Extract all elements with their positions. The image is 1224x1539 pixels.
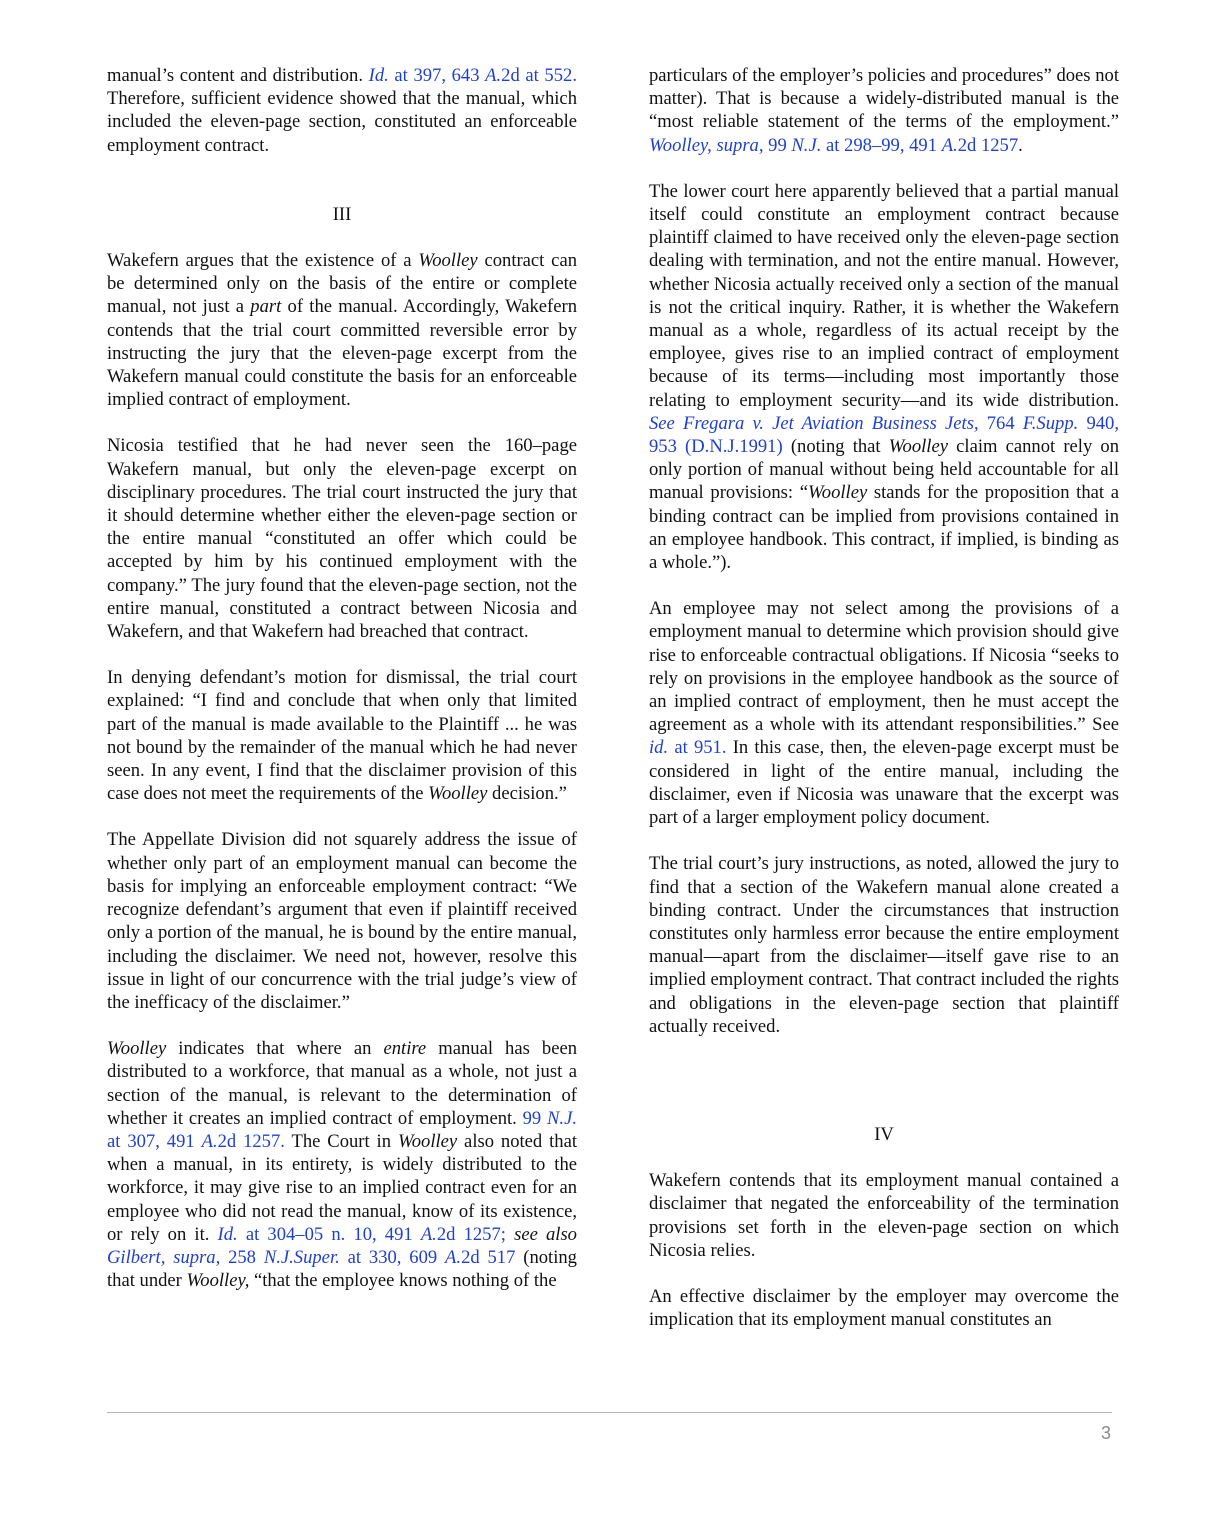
citation-link[interactable]: N.J.Super. xyxy=(263,1246,340,1268)
text-run: Woolley xyxy=(107,1038,167,1060)
text-run xyxy=(506,1224,514,1245)
citation-link[interactable]: F.Supp. xyxy=(1022,412,1079,434)
text-run: An effective disclaimer by the employer may overcome the implication that its employment manual constitutes an xyxy=(649,1285,1119,1331)
citation-link[interactable]: Fregara v. Jet Aviation Business Jets, xyxy=(682,412,979,434)
paragraph xyxy=(107,64,577,157)
text-run: particulars of the employer’s policies and procedures” does not matter). That is because a widely-distributed manual is the “most reliable statement of the terms of the employment.” xyxy=(649,65,1119,133)
text-run: In denying defendant’s motion for dismissal, the trial court explained: “I find and conclude that when only that limited part of the manual is made available to the Plaintiff ... he was not bound by the remainder of the manual which he had never seen. In any event, I find that the disclaimer provision of this case does not meet the requirements of the xyxy=(107,667,577,805)
citation-link[interactable]: A. xyxy=(201,1130,218,1152)
text-run: Woolley xyxy=(418,250,478,272)
text-run: The trial court’s jury instructions, as noted, allowed the jury to find that a section of the Wakefern manual alone created a binding contract. Under the circumstances that instruction constitutes only harmless error because the entire employment manual—apart from the disclaimer—itself gave rise to an implied employment contract. That contract included the rights and obligations in the eleven-page section that plaintiff actually received. xyxy=(649,853,1119,1037)
citation-link[interactable]: 2d at 552. xyxy=(501,65,577,86)
citation-link[interactable]: id. xyxy=(649,737,669,759)
paragraph xyxy=(107,666,577,805)
citation-link[interactable]: 764 xyxy=(978,412,1023,434)
text-run: (noting that under xyxy=(107,1246,577,1292)
citation-link[interactable]: N.J. xyxy=(791,134,822,156)
paragraph xyxy=(649,64,1119,157)
citation-link[interactable]: 2d 1257; xyxy=(436,1223,506,1245)
text-run: The Appellate Division did not squarely address the issue of whether only part of an employment manual can become the basis for implying an enforceable employment contract: “We recognize defendant’s argument that even if plaintiff received only a portion of the manual, he is bound by the entire manual, including the disclaimer. We need not, however, resolve this issue in light of our concurrence with the trial judge’s view of the inefficacy of the disclaimer.” xyxy=(107,829,577,1013)
page-number: 3 xyxy=(1100,1423,1111,1443)
paragraph xyxy=(107,828,577,1014)
citation-link[interactable]: N.J. xyxy=(547,1107,577,1129)
text-run: see also xyxy=(514,1223,577,1245)
text-run: decision.” xyxy=(487,783,567,805)
citation-link[interactable]: Gilbert, supra, xyxy=(107,1246,221,1268)
paragraph xyxy=(107,434,577,643)
citation-link[interactable]: 2d 1257. xyxy=(217,1130,285,1152)
text-run: manual has been distributed to a workforce, that manual as a whole, not just a section of the manual, is relevant to the determination of whether it creates an implied contract of employment. xyxy=(107,1038,577,1129)
citation-link[interactable]: 2d 517 xyxy=(461,1246,516,1268)
paragraph xyxy=(649,1169,1119,1262)
paragraph xyxy=(649,852,1119,1038)
paragraph xyxy=(107,249,577,411)
section-heading-iv: IV xyxy=(874,1123,894,1145)
citation-link[interactable]: Id. xyxy=(217,1223,238,1245)
text-run: Woolley, xyxy=(186,1270,250,1292)
text-run: stands for the proposition that a binding contract can be implied from provisions contained in an employee handbook. This contract, if implied, is binding as a whole.”). xyxy=(649,482,1119,574)
paragraph xyxy=(107,1037,577,1292)
citation-link[interactable]: at 330, 609 xyxy=(339,1246,446,1268)
text-run: contract can be determined only on the basis of the entire or complete manual, not just a xyxy=(107,250,577,318)
paragraph xyxy=(649,1285,1119,1331)
text-run: of the manual. Accordingly, Wakefern contends that the trial court committed reversible error by instructing the jury that the eleven-page excerpt from the Wakefern manual could constitute the basis for an enforceable implied contract of employment. xyxy=(107,296,577,411)
citation-link[interactable]: at 951. xyxy=(668,737,727,759)
citation-link[interactable]: See xyxy=(649,412,675,434)
text-run: also noted that when a manual, in its entirety, is widely distributed to the workforce, it may give rise to an implied contract even for an employee who did not read the manual, know of its existence, or rely on it. xyxy=(107,1130,578,1245)
section-heading-iii: III xyxy=(332,203,352,225)
citation-link[interactable]: at 298–99, 491 xyxy=(821,134,942,156)
text-run: In this case, then, the eleven-page excerpt must be considered in light of the entire manual, including the disclaimer, even if Nicosia was unaware that the excerpt was part of a larger employment policy document. xyxy=(649,737,1119,829)
text-run: The Court in xyxy=(284,1130,398,1152)
text-run: Wakefern argues that the existence of a xyxy=(107,250,419,272)
citation-link[interactable]: 940, 953 (D.N.J.1991) xyxy=(649,412,1119,458)
right-column xyxy=(649,64,1119,1354)
text-run: “that the employee knows nothing of the xyxy=(249,1270,557,1292)
citation-link[interactable]: A. xyxy=(485,65,502,86)
text-run: Woolley xyxy=(428,783,488,805)
text-run xyxy=(675,413,683,434)
text-run: Nicosia testified that he had never seen the 160–page Wakefern manual, but only the eleven-page excerpt on disciplinary procedures. The trial court instructed the jury that it should determine whether either the eleven-page section or the entire manual “constituted an offer which could be accepted by him by his continued employment with the company.” The jury found that the eleven-page section, not the entire manual, constituted a contract between Nicosia and Wakefern, and that Wakefern had breached that contract. xyxy=(107,435,577,643)
footer-divider xyxy=(107,1412,1112,1413)
citation-link[interactable]: Id. xyxy=(368,65,389,86)
paragraph xyxy=(649,180,1119,574)
citation-link[interactable]: A. xyxy=(420,1223,437,1245)
citation-link[interactable]: 2d 1257 xyxy=(957,134,1019,156)
text-run: Wakefern contends that its employment manual contained a disclaimer that negated the enforceability of the termination provisions set forth in the eleven-page section on which Nicosia relies. xyxy=(649,1170,1119,1261)
citation-link[interactable]: A. xyxy=(445,1246,462,1268)
text-run: An employee may not select among the provisions of a employment manual to determine which provision should give rise to enforceable contractual obligations. If Nicosia “seeks to rely on provisions in the employee handbook as the source of an implied contract of employment, then he must accept the agreement as a whole with its attendant responsibilities.” See xyxy=(649,598,1119,736)
text-run: Woolley xyxy=(807,482,868,504)
citation-link[interactable]: 99 xyxy=(763,134,792,156)
text-run: indicates that where an xyxy=(166,1038,384,1060)
text-run: part xyxy=(250,296,282,318)
text-run: manual’s content and distribution. xyxy=(107,65,369,86)
text-run: (noting that xyxy=(782,436,889,458)
citation-link[interactable]: at 397, 643 xyxy=(388,65,486,86)
text-run: Therefore, sufficient evidence showed that the manual, which included the eleven-page section, constituted an enforceable employment contract. xyxy=(107,88,577,156)
citation-link[interactable]: A. xyxy=(941,134,958,156)
left-column xyxy=(107,64,577,1315)
citation-link[interactable]: 99 xyxy=(522,1107,548,1129)
text-run: claim cannot rely on only portion of manual without being held accountable for all manual provisions: “ xyxy=(649,436,1119,504)
text-run: . xyxy=(1018,134,1023,156)
paragraph xyxy=(649,597,1119,829)
citation-link[interactable]: at 304–05 n. 10, 491 xyxy=(237,1223,421,1245)
text-run: entire xyxy=(383,1038,427,1060)
citation-link[interactable]: 258 xyxy=(220,1246,264,1268)
text-run: The lower court here apparently believed that a partial manual itself could constitute an employment contract because plaintiff claimed to have received only the eleven-page section dealing with termination, and not the entire manual. However, whether Nicosia actually received only a section of the manual is not the critical inquiry. Rather, it is whether the Wakefern manual as a whole, regardless of its actual receipt by the employee, gives rise to an implied contract of employment because of its terms—including most importantly those relating to employment security—and its wide distribution. xyxy=(649,180,1119,411)
citation-link[interactable]: Woolley, supra, xyxy=(649,134,764,156)
citation-link[interactable]: at 307, 491 xyxy=(107,1130,202,1152)
text-run: Woolley xyxy=(888,436,948,458)
text-run: Woolley xyxy=(397,1130,458,1152)
